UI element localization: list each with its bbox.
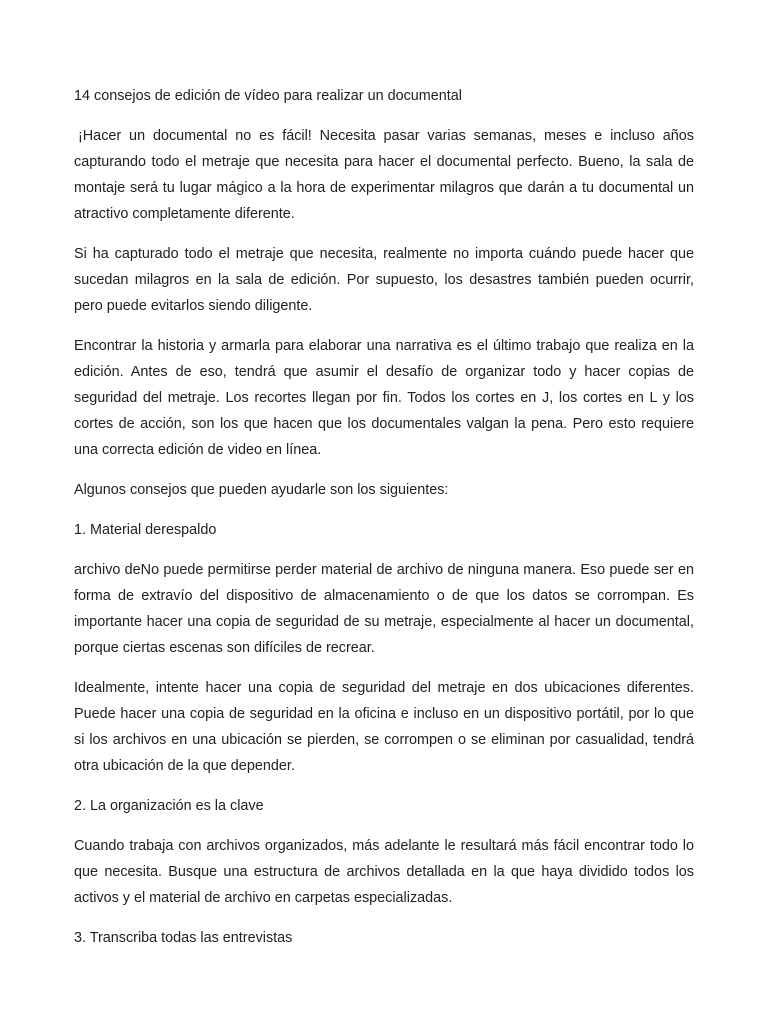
paragraph-backup-locations: Idealmente, intente hacer una copia de seguridad del metraje en dos ubicaciones diferentes. Puede hacer una copia de seguridad en la oficina e incluso en un dispositivo portátil, por lo que si los archivos en una ubicación se pierden, se corrompen o se eliminan por casualidad, tendrá otra ubicación de la que depender. <box>74 680 694 774</box>
paragraph-story: Encontrar la historia y armarla para elaborar una narrativa es el último trabajo que realiza en la edición. Antes de eso, tendrá que asumir el desafío de organizar todo y hacer copias de seguridad del metraje. Los recortes llegan por fin. Todos los cortes en J, los cortes en L y los cortes de acción, son los que hacen que los documentales valgan la pena. Pero esto requiere una correcta edición de video en línea. <box>74 338 694 458</box>
document-title: 14 consejos de edición de vídeo para realizar un documental <box>74 88 462 104</box>
paragraph-organization: Cuando trabaja con archivos organizados, más adelante le resultará más fácil encontrar todo lo que necesita. Busque una estructura de archivos detallada en la que haya dividido todos los activos y el material de archivo en carpetas especializadas. <box>74 838 694 906</box>
section-heading-1: 1. Material derespaldo <box>74 522 217 538</box>
paragraph-footage: Si ha capturado todo el metraje que necesita, realmente no importa cuándo puede hacer que sucedan milagros en la sala de edición. Por supuesto, los desastres también pueden ocurrir, pero puede evitarlos siendo diligente. <box>74 246 694 314</box>
paragraph-backup: archivo deNo puede permitirse perder material de archivo de ninguna manera. Eso puede ser en forma de extravío del dispositivo de almacenamiento o de que los datos se corrompan. Es importante hacer una copia de seguridad de su metraje, especialmente al hacer un documental, porque ciertas escenas son difíciles de recrear. <box>74 562 694 656</box>
document-page <box>74 83 694 965</box>
paragraph-intro: ¡Hacer un documental no es fácil! Necesita pasar varias semanas, meses e incluso años capturando todo el metraje que necesita para hacer el documental perfecto. Bueno, la sala de montaje será tu lugar mágico a la hora de experimentar milagros que darán a tu documental un atractivo completamente diferente. <box>74 128 694 222</box>
paragraph-tips-intro: Algunos consejos que pueden ayudarle son los siguientes: <box>74 482 449 498</box>
section-heading-3: 3. Transcriba todas las entrevistas <box>74 930 293 946</box>
section-heading-2: 2. La organización es la clave <box>74 798 264 814</box>
